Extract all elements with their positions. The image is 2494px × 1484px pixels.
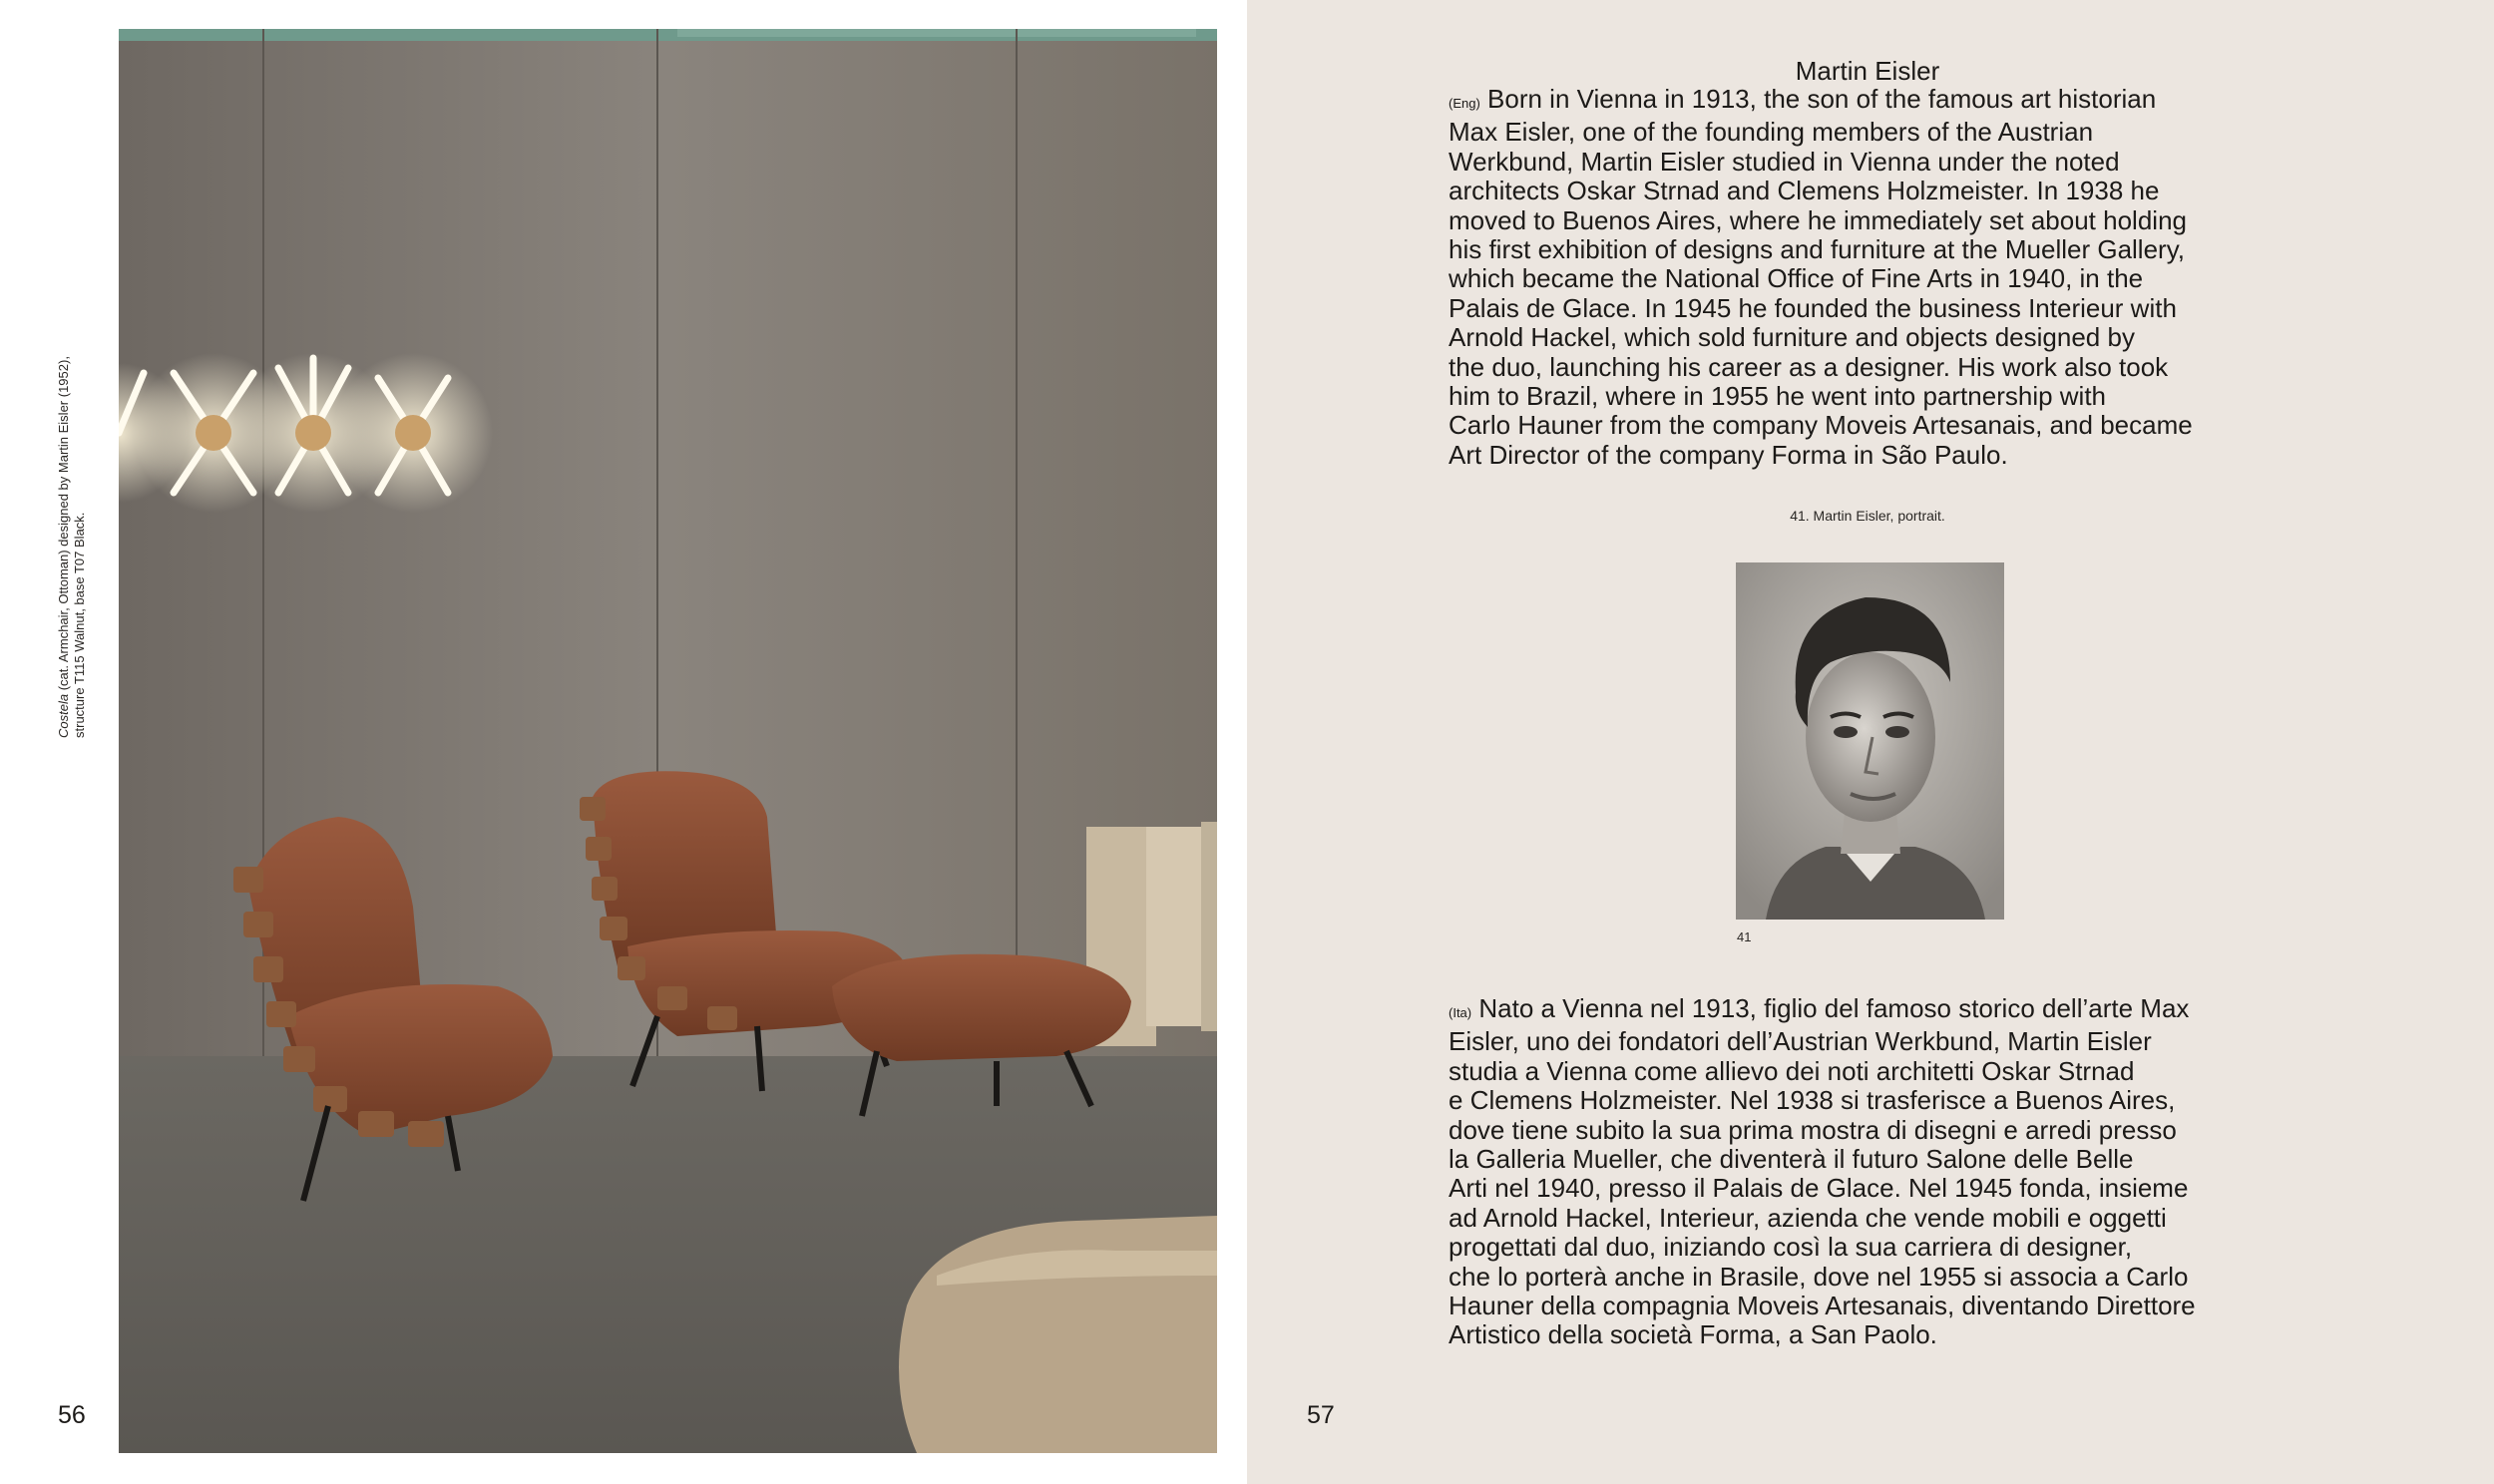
italian-language-tag: (Ita): [1449, 1005, 1472, 1020]
eng-line: moved to Buenos Aires, where he immediately set about holding: [1449, 204, 2187, 235]
eng-line: Born in Vienna in 1913, the son of the famous art historian: [1487, 84, 2157, 114]
ita-line: Hauner della compagnia Moveis Artesanais, diventando Direttore: [1449, 1291, 2196, 1321]
english-biography: [1449, 85, 2326, 470]
section-title: Martin Eisler: [1795, 56, 1940, 86]
figure-caption: 41. Martin Eisler, portrait.: [1790, 508, 1945, 524]
eng-line: Art Director of the company Forma in São Paulo.: [1449, 439, 2008, 470]
ita-line: che lo porterà anche in Brasile, dove nel 1955 si associa a Carlo: [1449, 1261, 2189, 1292]
page-number-left: 56: [58, 1401, 86, 1429]
ita-line: Eisler, uno dei fondatori dell’Austrian Werkbund, Martin Eisler: [1449, 1026, 2152, 1057]
side-caption-text: (cat. Armchair, Ottoman) designed by Martin Eisler (1952), structure T115 Walnut, base T07 Black.: [56, 356, 87, 738]
photo-side-caption: [56, 319, 88, 738]
eng-line: which became the National Office of Fine Arts in 1940, in the: [1449, 263, 2144, 294]
eng-line: Carlo Hauner from the company Moveis Artesanais, and became: [1449, 410, 2193, 441]
ita-line: studia a Vienna come allievo dei noti architetti Oskar Strnad: [1449, 1055, 2135, 1086]
eng-line: the duo, launching his career as a designer. His work also took: [1449, 351, 2169, 382]
eng-line: his first exhibition of designs and furniture at the Mueller Gallery,: [1449, 234, 2185, 265]
page-number-right: 57: [1307, 1401, 1335, 1429]
eng-line: Max Eisler, one of the founding members of the Austrian: [1449, 117, 2094, 148]
product-name: Costela: [56, 693, 71, 738]
eng-line: architects Oskar Strnad and Clemens Holzmeister. In 1938 he: [1449, 176, 2160, 206]
portrait-photo: [1736, 562, 2004, 920]
ita-line: la Galleria Mueller, che diventerà il futuro Salone delle Belle: [1449, 1144, 2134, 1175]
figure-number: 41: [1737, 929, 1752, 944]
ita-line: Nato a Vienna nel 1913, figlio del famoso storico dell’arte Max: [1478, 993, 2190, 1023]
interior-photo: [119, 29, 1217, 1453]
ita-line: ad Arnold Hackel, Interieur, azienda che vende mobili e oggetti: [1449, 1202, 2167, 1233]
eng-line: Palais de Glace. In 1945 he founded the business Interieur with: [1449, 292, 2177, 323]
italian-biography: [1449, 994, 2326, 1350]
english-language-tag: (Eng): [1449, 96, 1480, 111]
ita-line: Arti nel 1940, presso il Palais de Glace. Nel 1945 fonda, insieme: [1449, 1173, 2189, 1204]
ita-line: Artistico della società Forma, a San Paolo.: [1449, 1319, 1937, 1350]
eng-line: him to Brazil, where in 1955 he went into partnership with: [1449, 381, 2107, 412]
ita-line: dove tiene subito la sua prima mostra di disegni e arredi presso: [1449, 1114, 2177, 1145]
eng-line: Werkbund, Martin Eisler studied in Vienna under the noted: [1449, 146, 2120, 177]
ita-line: progettati dal duo, iniziando così la sua carriera di designer,: [1449, 1232, 2133, 1263]
portrait-image: [1736, 562, 2004, 920]
eng-line: Arnold Hackel, which sold furniture and objects designed by: [1449, 322, 2135, 353]
interior-photo-image: [119, 29, 1217, 1453]
ita-line: e Clemens Holzmeister. Nel 1938 si trasferisce a Buenos Aires,: [1449, 1085, 2176, 1116]
